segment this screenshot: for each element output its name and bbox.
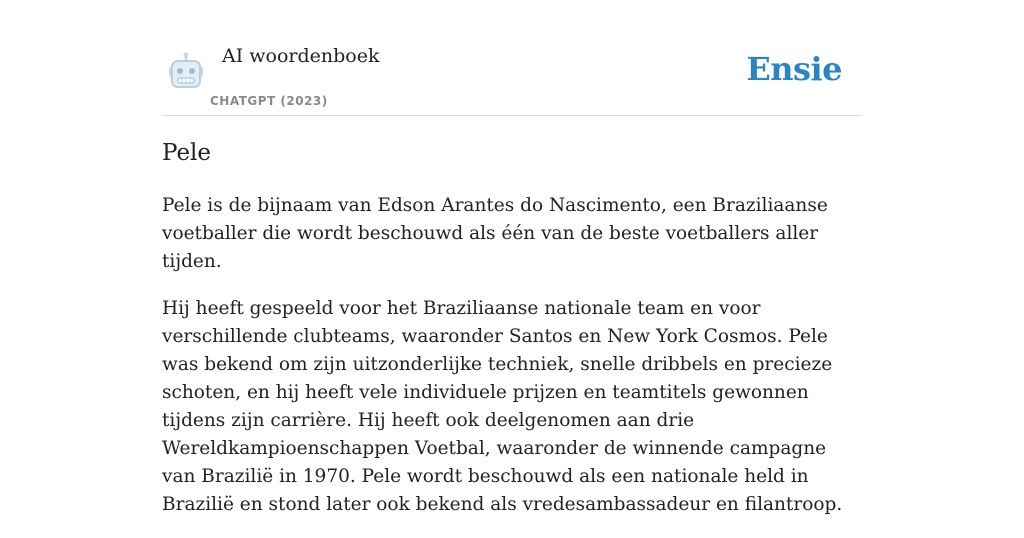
robot-icon [166, 52, 206, 90]
definition-paragraph: Hij heeft gespeeld voor het Braziliaanse nationale team en voor verschillende clubteams, waaronder Santos en New York Cosmos. Pele was bekend om zijn uitzonderlijke techniek, snelle dribbels en precieze schoten, en hij heeft vele individuele prijzen en teamtitels gewonnen tijdens zijn carrière. Hij heeft ook deelgenomen aan drie Wereldkampioenschappen Voetbal, waaronder de winnende campagne van Brazilië in 1970. Pele wordt beschouwd als een nationale held in Brazilië en stond later ook bekend als vredesambassadeur en filantroop. [162, 298, 843, 515]
brand-logo[interactable]: Ensie [746, 50, 842, 88]
dictionary-title[interactable]: AI woordenboek [222, 45, 380, 67]
definition-paragraph: Pele is de bijnaam van Edson Arantes do Nascimento, een Braziliaanse voetballer die wordt beschouwd als één van de beste voetballers aller tijden. [162, 195, 828, 272]
source-label: CHATGPT (2023) [210, 94, 328, 108]
definition-card [162, 0, 862, 515]
entry-term: Pele [162, 140, 212, 166]
entry-definition [162, 192, 862, 538]
header [162, 0, 862, 116]
